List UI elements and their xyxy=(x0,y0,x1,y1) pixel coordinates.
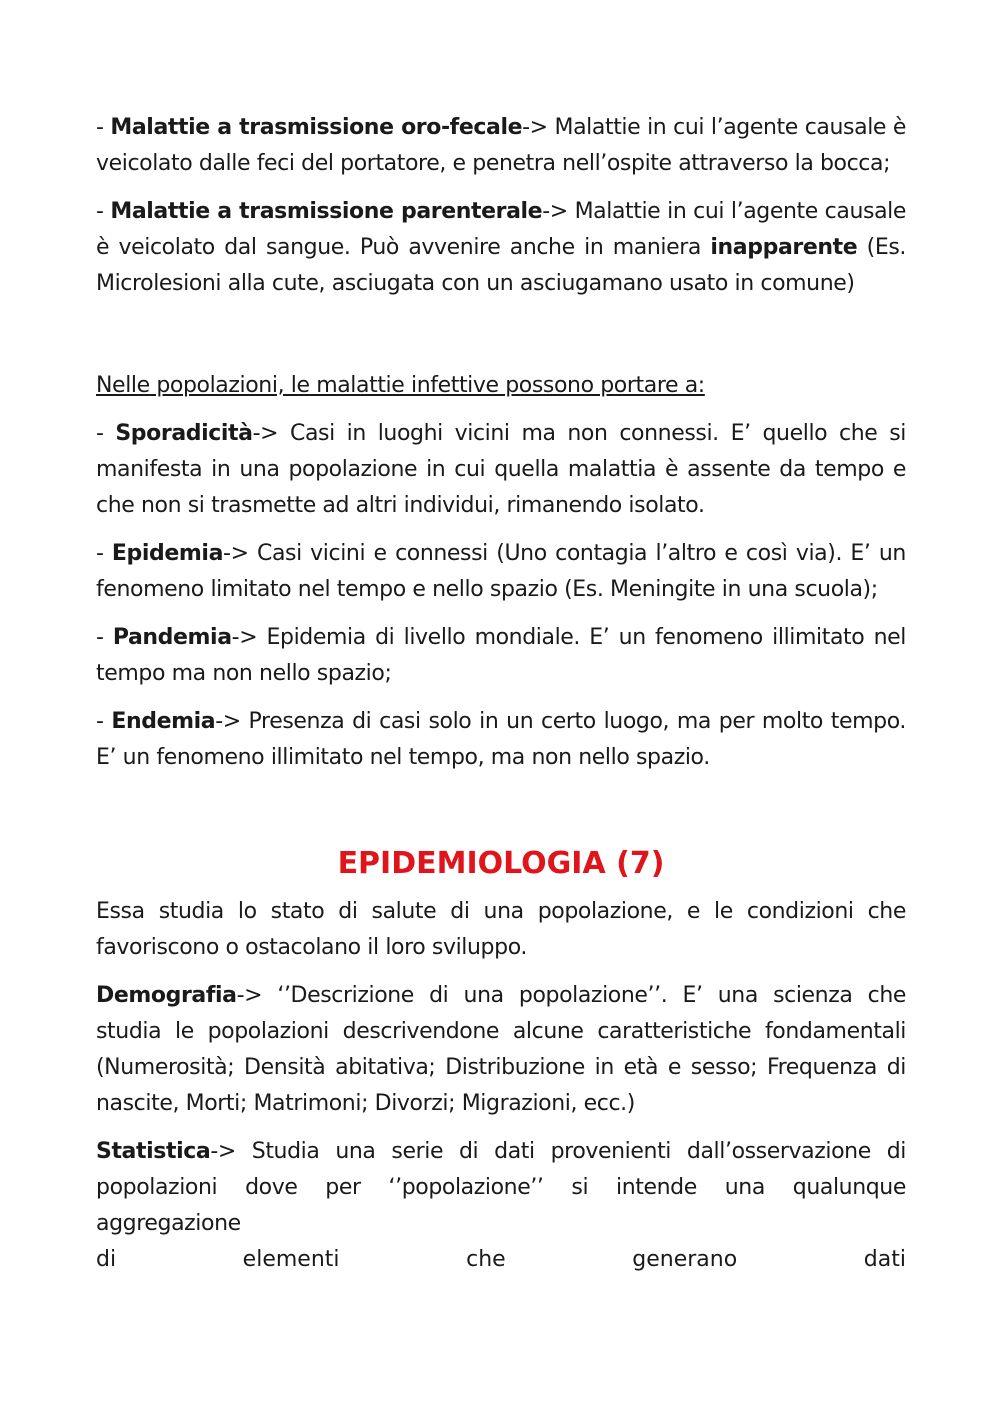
term-statistica: Statistica xyxy=(96,1139,211,1164)
bullet-prefix: - xyxy=(96,709,112,734)
definition-epidemia: -> Casi vicini e connessi (Uno contagia l’altro e così via). E’ un fenomeno limitato nel tempo e nello spazio (Es. Meningite in una scuola); xyxy=(96,541,906,602)
definition-statistica: -> Studia una serie di dati provenienti dall’osservazione di popolazioni dove per ‘’popolazione’’ si intende una qualunque aggregazione xyxy=(96,1139,906,1236)
bullet-prefix: - xyxy=(96,115,111,140)
section-description: Essa studia lo stato di salute di una popolazione, e le condizioni che favoriscono o ostacolano il loro sviluppo. xyxy=(96,899,906,960)
bullet-prefix: - xyxy=(96,199,111,224)
word: dati xyxy=(863,1247,906,1272)
term-inapparente: inapparente xyxy=(710,235,858,260)
statistica-last-line xyxy=(96,1242,906,1278)
paragraph-parenterale xyxy=(96,194,906,302)
term-pandemia: Pandemia xyxy=(112,625,232,650)
term-parenterale: Malattie a trasmissione parenterale xyxy=(110,199,543,224)
definition-parenterale-part1: -> Malattie in cui l’agente causale è veicolato dal sangue. Può avvenire anche in maniera xyxy=(96,199,906,260)
paragraph-pandemia xyxy=(96,620,906,692)
word: che xyxy=(466,1247,506,1272)
definition-endemia: -> Presenza di casi solo in un certo luogo, ma per molto tempo. E’ un fenomeno illimitato nel tempo, ma non nello spazio. xyxy=(96,709,906,770)
term-oro-fecale: Malattie a trasmissione oro-fecale xyxy=(110,115,523,140)
term-demografia: Demografia xyxy=(96,983,237,1008)
paragraph-sporadicita xyxy=(96,416,906,524)
section-heading: EPIDEMIOLOGIA (7) xyxy=(337,846,665,881)
word: elementi xyxy=(242,1247,340,1272)
paragraph-oro-fecale xyxy=(96,110,906,182)
term-endemia: Endemia xyxy=(111,709,216,734)
paragraph-demografia xyxy=(96,978,906,1122)
paragraph-epidemia xyxy=(96,536,906,608)
definition-parenterale-part2: (Es. Microlesioni alla cute, asciugata con un asciugamano usato in comune) xyxy=(96,235,907,296)
term-sporadicita: Sporadicità xyxy=(115,421,253,446)
word: di xyxy=(96,1247,117,1272)
spacer xyxy=(96,314,906,368)
definition-oro-fecale: -> Malattie in cui l’agente causale è veicolato dalle feci del portatore, e penetra nell’ospite attraverso la bocca; xyxy=(96,115,906,176)
paragraph-statistica xyxy=(96,1134,906,1242)
document-page xyxy=(96,110,906,1278)
bullet-prefix: - xyxy=(96,541,112,566)
bullet-prefix: - xyxy=(96,625,113,650)
word: generano xyxy=(632,1247,738,1272)
definition-demografia: -> ‘’Descrizione di una popolazione’’. E’ una scienza che studia le popolazioni descrivendone alcune caratteristiche fondamentali (Numerosità; Densità abitativa; Distribuzione in età e sesso; Frequenza di nascite, Morti; Matrimoni; Divorzi; Migrazioni, ecc.) xyxy=(96,983,906,1116)
definition-sporadicita: -> Casi in luoghi vicini ma non connessi. E’ quello che si manifesta in una popolazione in cui quella malattia è assente da tempo e che non si trasmette ad altri individui, rimanendo isolato. xyxy=(96,421,906,518)
paragraph-endemia xyxy=(96,704,906,776)
bullet-prefix: - xyxy=(96,421,116,446)
definition-pandemia: -> Epidemia di livello mondiale. E’ un fenomeno illimitato nel tempo ma non nello spazio; xyxy=(96,625,906,686)
term-epidemia: Epidemia xyxy=(111,541,224,566)
populations-intro: Nelle popolazioni, le malattie infettive possono portare a: xyxy=(96,373,705,398)
